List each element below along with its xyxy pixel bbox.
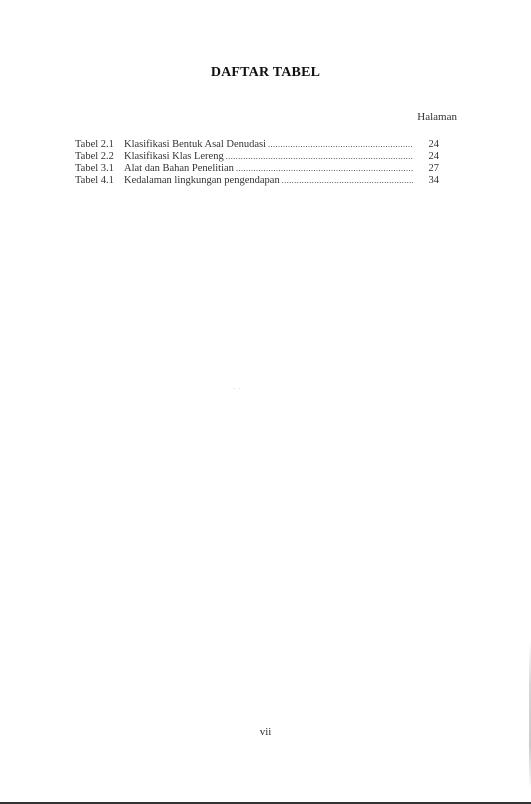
dot-leader	[236, 163, 413, 175]
table-number: Tabel 2.2	[75, 151, 114, 162]
table-list-entry	[75, 139, 439, 151]
table-title: Alat dan Bahan Penelitian	[124, 163, 234, 174]
table-list-entry	[75, 163, 439, 175]
table-number: Tabel 3.1	[75, 163, 114, 174]
table-page-number: 27	[428, 163, 439, 174]
page-number: vii	[259, 726, 272, 738]
table-title: Kedalaman lingkungan pengendapan	[124, 175, 280, 186]
table-list	[75, 139, 439, 187]
table-title: Klasifikasi Bentuk Asal Denudasi	[124, 139, 267, 150]
table-number: Tabel 2.1	[75, 139, 114, 150]
table-number: Tabel 4.1	[75, 175, 114, 186]
scan-speck: - -	[233, 386, 242, 392]
page-column-header: Halaman	[417, 111, 457, 123]
table-title: Klasifikasi Klas Lereng	[124, 151, 224, 162]
table-page-number: 24	[428, 151, 439, 162]
table-list-entry	[75, 151, 439, 163]
page-title: DAFTAR TABEL	[210, 65, 321, 80]
dot-leader	[226, 151, 413, 163]
table-page-number: 34	[428, 175, 439, 186]
table-list-entry	[75, 175, 439, 187]
dot-leader	[282, 175, 413, 187]
dot-leader	[268, 139, 413, 151]
table-page-number: 24	[428, 139, 439, 150]
